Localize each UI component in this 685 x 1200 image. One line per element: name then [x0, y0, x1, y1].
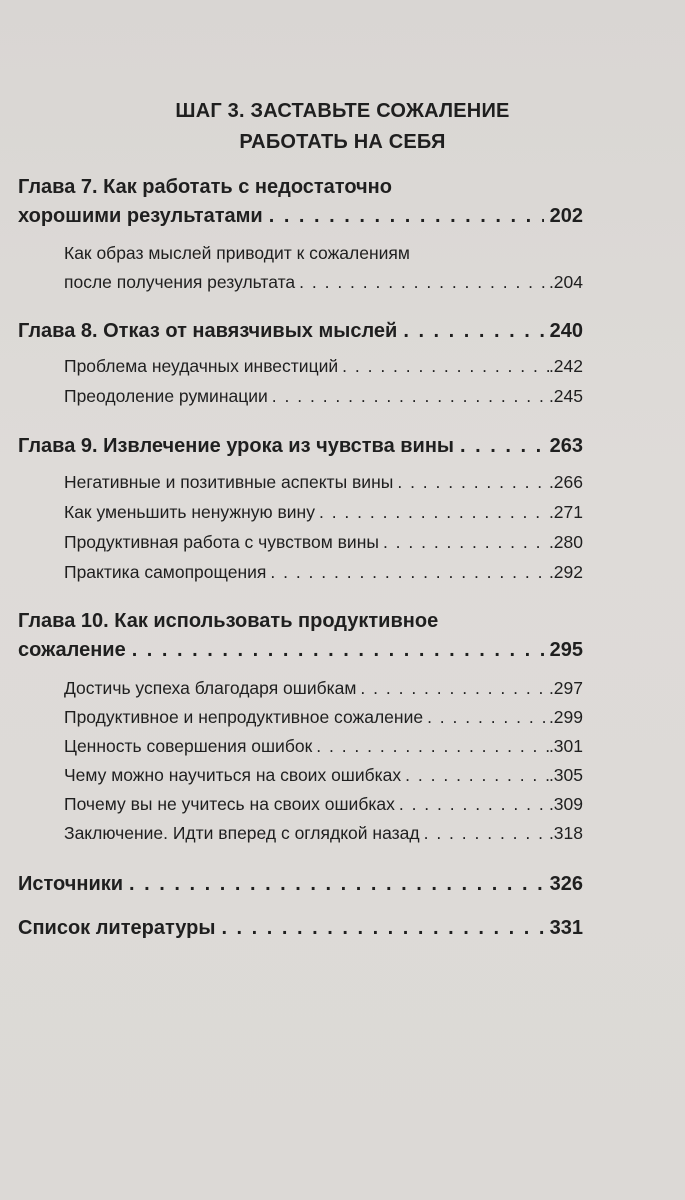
- section-10-1-page: .297: [548, 678, 583, 698]
- section-10-5-entry[interactable]: [64, 794, 583, 815]
- section-10-1-title: Достичь успеха благодаря ошибкам: [64, 678, 357, 698]
- bibliography-entry[interactable]: [18, 917, 583, 940]
- section-10-3-page: .301: [548, 736, 583, 756]
- chapter-7-title-line1: Глава 7. Как работать с недостаточно: [18, 176, 392, 198]
- section-9-4-entry[interactable]: [64, 562, 583, 583]
- chapter-10-page: 295: [549, 639, 583, 661]
- section-10-4-entry[interactable]: [64, 765, 583, 786]
- dot-leader: [299, 272, 549, 293]
- bibliography-title: Список литературы: [18, 917, 216, 939]
- sources-page: 326: [549, 873, 583, 895]
- chapter-8-page: 240: [549, 320, 583, 342]
- section-10-4-page: .305: [548, 765, 583, 785]
- dot-leader: [316, 736, 549, 757]
- section-7-1-title-line2: после получения результата: [64, 272, 296, 292]
- section-7-1-page: .204: [548, 272, 583, 292]
- bibliography-page: 331: [549, 917, 583, 939]
- chapter-10-entry[interactable]: [18, 639, 583, 662]
- section-10-4-title: Чему можно научиться на своих ошибках: [64, 765, 402, 785]
- dot-leader: [397, 472, 549, 493]
- section-8-1-page: .242: [548, 356, 583, 376]
- dot-leader: [270, 562, 549, 583]
- section-7-1-title-line1: Как образ мыслей приводит к сожалениям: [64, 243, 410, 263]
- section-9-4-title: Практика самопрощения: [64, 562, 267, 582]
- section-10-5-title: Почему вы не учитесь на своих ошибках: [64, 794, 395, 814]
- section-10-3-title: Ценность совершения ошибок: [64, 736, 313, 756]
- section-9-1-page: .266: [548, 472, 583, 492]
- dot-leader: [403, 320, 543, 343]
- section-10-3-entry[interactable]: [64, 736, 583, 757]
- section-8-2-entry[interactable]: [64, 386, 583, 407]
- dot-leader: [129, 873, 544, 896]
- section-9-4-page: .292: [548, 562, 583, 582]
- dot-leader: [460, 435, 544, 458]
- dot-leader: [360, 678, 549, 699]
- chapter-7-page: 202: [549, 205, 583, 227]
- section-10-2-title: Продуктивное и непродуктивное сожаление: [64, 707, 424, 727]
- chapter-7-title-line2: хорошими результатами: [18, 205, 263, 227]
- section-7-1-entry[interactable]: [64, 272, 583, 293]
- chapter-9-title: Глава 9. Извлечение урока из чувства вины: [18, 435, 455, 457]
- chapter-8-title: Глава 8. Отказ от навязчивых мыслей: [18, 320, 398, 342]
- section-9-3-page: .280: [548, 532, 583, 552]
- dot-leader: [383, 532, 549, 553]
- section-10-1-entry[interactable]: [64, 678, 583, 699]
- part-heading: [0, 96, 685, 158]
- dot-leader: [319, 502, 549, 523]
- sources-title: Источники: [18, 873, 124, 895]
- section-9-2-page: .271: [548, 502, 583, 522]
- section-9-2-entry[interactable]: [64, 502, 583, 523]
- chapter-9-entry[interactable]: [18, 435, 583, 458]
- dot-leader: [427, 707, 549, 728]
- section-10-2-page: .299: [548, 707, 583, 727]
- dot-leader: [269, 205, 544, 228]
- section-8-2-title: Преодоление руминации: [64, 386, 268, 406]
- chapter-7-entry[interactable]: [18, 205, 583, 228]
- section-9-3-entry[interactable]: [64, 532, 583, 553]
- section-10-6-title: Заключение. Идти вперед с оглядкой назад: [64, 823, 420, 843]
- dot-leader: [342, 356, 549, 377]
- chapter-10-title-line2: сожаление: [18, 639, 126, 661]
- chapter-10-title-line1: Глава 10. Как использовать продуктивное: [18, 610, 439, 632]
- sources-entry[interactable]: [18, 873, 583, 896]
- dot-leader: [399, 794, 549, 815]
- dot-leader: [221, 917, 543, 940]
- chapter-8-entry[interactable]: [18, 320, 583, 343]
- part-heading-line2: РАБОТАТЬ НА СЕБЯ: [239, 131, 446, 153]
- section-8-1-title: Проблема неудачных инвестиций: [64, 356, 339, 376]
- section-10-2-entry[interactable]: [64, 707, 583, 728]
- section-10-6-page: .318: [548, 823, 583, 843]
- section-9-1-entry[interactable]: [64, 472, 583, 493]
- section-8-2-page: .245: [548, 386, 583, 406]
- dot-leader: [132, 639, 544, 662]
- section-10-6-entry[interactable]: [64, 823, 583, 844]
- part-heading-line1: ШАГ 3. ЗАСТАВЬТЕ СОЖАЛЕНИЕ: [175, 100, 510, 122]
- dot-leader: [424, 823, 549, 844]
- section-9-2-title: Как уменьшить ненужную вину: [64, 502, 315, 522]
- section-8-1-entry[interactable]: [64, 356, 583, 377]
- section-9-1-title: Негативные и позитивные аспекты вины: [64, 472, 394, 492]
- section-10-5-page: .309: [548, 794, 583, 814]
- dot-leader: [272, 386, 549, 407]
- section-9-3-title: Продуктивная работа с чувством вины: [64, 532, 379, 552]
- dot-leader: [405, 765, 549, 786]
- chapter-9-page: 263: [549, 435, 583, 457]
